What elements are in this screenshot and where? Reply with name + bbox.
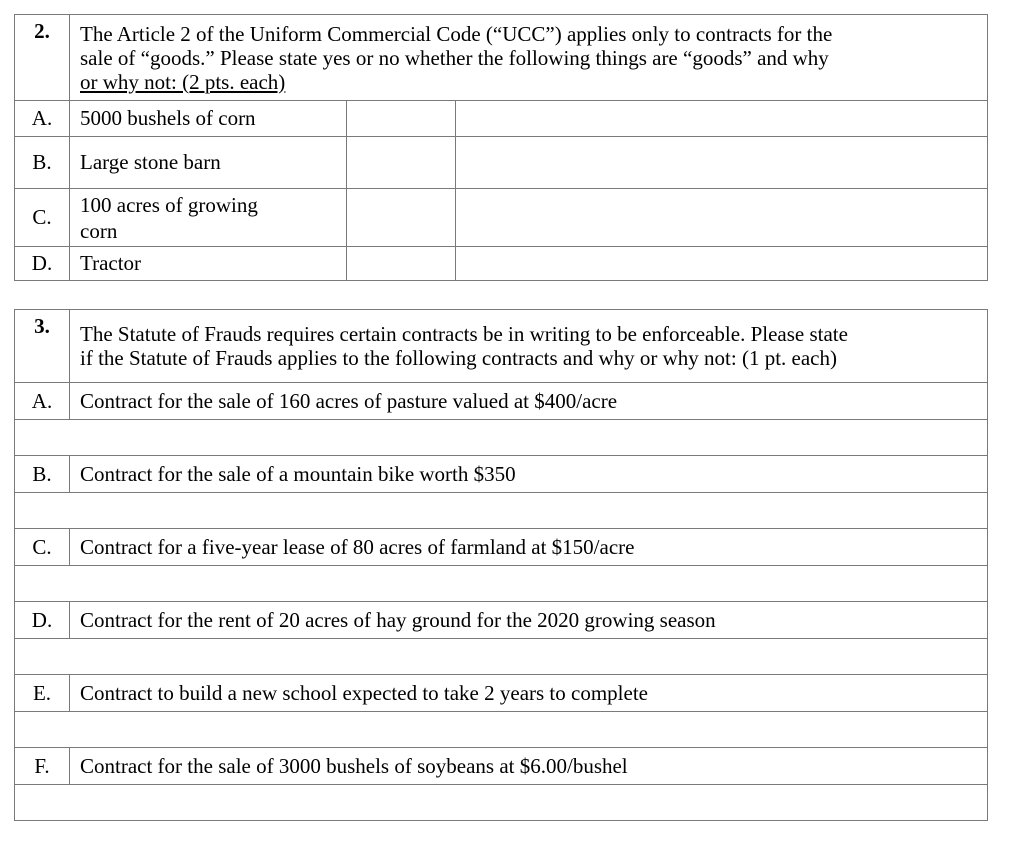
question-2-item-d: [15, 247, 988, 281]
question-2-prompt-line-3: or why not: (2 pts. each): [80, 69, 286, 94]
question-3-item-f: [15, 748, 988, 785]
answer-cell[interactable]: [15, 712, 988, 748]
question-3-header-row: [15, 310, 988, 383]
item-letter: A.: [15, 101, 70, 137]
question-2-item-c: [15, 189, 988, 247]
question-3-item-e: [15, 675, 988, 712]
item-text-line-2: corn: [80, 218, 118, 243]
answer-cell-why[interactable]: [456, 247, 988, 281]
item-letter: A.: [15, 383, 70, 420]
question-2-prompt: [70, 15, 988, 101]
answer-cell-why[interactable]: [456, 137, 988, 189]
answer-cell[interactable]: [15, 493, 988, 529]
item-text: [70, 189, 347, 247]
question-3-item-b: [15, 456, 988, 493]
question-3-number: 3.: [15, 310, 70, 383]
item-text: Contract for a five-year lease of 80 acres of farmland at $150/acre: [70, 529, 988, 566]
answer-cell-why[interactable]: [456, 189, 988, 247]
question-3-table: [14, 309, 988, 821]
question-3-prompt-line-2: if the Statute of Frauds applies to the following contracts and why or why not: (1 pt. each): [80, 346, 837, 370]
question-3-item-d: [15, 602, 988, 639]
question-3-answer-a: [15, 420, 988, 456]
question-3-item-c: [15, 529, 988, 566]
item-text-line-1: 100 acres of growing: [80, 192, 258, 217]
question-2-table: [14, 14, 988, 281]
item-text: Contract to build a new school expected to take 2 years to complete: [70, 675, 988, 712]
item-letter: E.: [15, 675, 70, 712]
item-letter: D.: [15, 602, 70, 639]
item-letter: B.: [15, 456, 70, 493]
item-letter: F.: [15, 748, 70, 785]
answer-cell-yes-no[interactable]: [347, 189, 456, 247]
item-text: Contract for the sale of 3000 bushels of soybeans at $6.00/bushel: [70, 748, 988, 785]
question-2-header-row: [15, 15, 988, 101]
question-3-answer-b: [15, 493, 988, 529]
item-text: 5000 bushels of corn: [70, 101, 347, 137]
answer-cell[interactable]: [15, 566, 988, 602]
answer-cell[interactable]: [15, 420, 988, 456]
answer-cell-yes-no[interactable]: [347, 101, 456, 137]
answer-cell-why[interactable]: [456, 101, 988, 137]
question-3-answer-c: [15, 566, 988, 602]
question-3-item-a: [15, 383, 988, 420]
question-3-prompt: [70, 310, 988, 383]
question-3-answer-f: [15, 785, 988, 821]
item-text: Contract for the sale of 160 acres of pasture valued at $400/acre: [70, 383, 988, 420]
question-2-number: 2.: [15, 15, 70, 101]
item-letter: B.: [15, 137, 70, 189]
question-3-answer-d: [15, 639, 988, 675]
item-text: Tractor: [70, 247, 347, 281]
question-2-prompt-line-2: sale of “goods.” Please state yes or no whether the following things are “goods” and why: [80, 45, 829, 70]
answer-cell[interactable]: [15, 639, 988, 675]
item-text: Large stone barn: [70, 137, 347, 189]
item-letter: C.: [15, 189, 70, 247]
item-letter: C.: [15, 529, 70, 566]
question-3-prompt-line-1: The Statute of Frauds requires certain contracts be in writing to be enforceable. Please state: [80, 322, 848, 346]
answer-cell[interactable]: [15, 785, 988, 821]
question-3-answer-e: [15, 712, 988, 748]
question-2-item-b: [15, 137, 988, 189]
item-letter: D.: [15, 247, 70, 281]
answer-cell-yes-no[interactable]: [347, 247, 456, 281]
item-text: Contract for the rent of 20 acres of hay ground for the 2020 growing season: [70, 602, 988, 639]
item-text: Contract for the sale of a mountain bike worth $350: [70, 456, 988, 493]
question-2-prompt-line-1: The Article 2 of the Uniform Commercial Code (“UCC”) applies only to contracts for the: [80, 21, 833, 46]
answer-cell-yes-no[interactable]: [347, 137, 456, 189]
question-2-item-a: [15, 101, 988, 137]
